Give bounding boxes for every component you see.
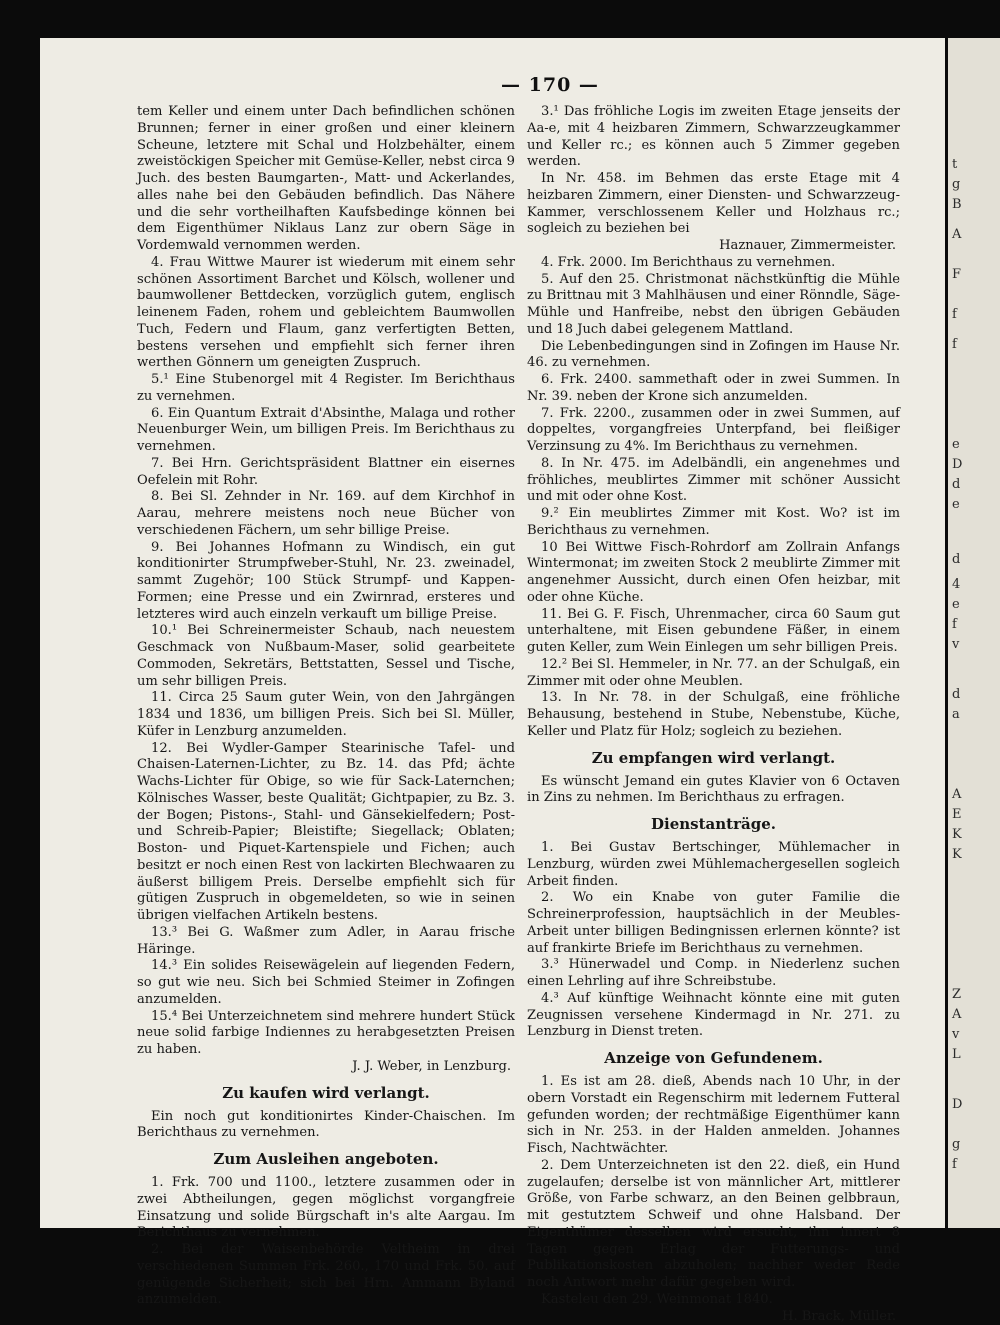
ad-paragraph: 2. Bei der Waisenbehörde Veltheim in drei verschiedenen Summen Frk. 260., 170 und Frk. 50. auf genügende Sicherheit; sich bei Hrn. Ammann Byland anzumelden.: [137, 1242, 515, 1309]
margin-fragment: Z: [952, 988, 961, 1002]
ad-paragraph: 9. Bei Johannes Hofmann zu Windisch, ein gut konditionirter Strumpfweber-Stuhl, Nr. 23. zweinadel, sammt Zugehör; 100 Stück Strumpf- und Kappen-Formen; eine Presse und ein Zwirnrad, ersteres und letzteres wird auch einzeln verkauft um billige Preise.: [137, 540, 515, 624]
margin-fragment: v: [952, 1028, 959, 1042]
signature: H. Brack, Müller.: [527, 1309, 900, 1325]
margin-fragment: d: [952, 478, 960, 492]
ad-paragraph: 5. Auf den 25. Christmonat nächstkünftig die Mühle zu Brittnau mit 3 Mahlhäusen und einer Rönndle, Säge-Mühle und Hanfreibe, nebst den übrigen Gebäuden und 18 Juch dabei gelegenem Mattland.: [527, 272, 900, 339]
right-column: [527, 104, 900, 1325]
margin-fragment: D: [952, 1098, 962, 1112]
margin-fragment: g: [952, 178, 960, 192]
ad-paragraph: 6. Ein Quantum Extrait d'Absinthe, Malaga und rother Neuenburger Wein, um billigen Preis. Im Berichthaus zu vernehmen.: [137, 406, 515, 456]
margin-fragment: A: [952, 228, 961, 242]
newspaper-page: [40, 38, 945, 1228]
ad-paragraph: 1. Bei Gustav Bertschinger, Mühlemacher in Lenzburg, würden zwei Mühlemachergesellen sogleich Arbeit finden.: [527, 840, 900, 890]
section-heading-kaufen: Zu kaufen wird verlangt.: [137, 1084, 515, 1103]
ad-paragraph: 11. Circa 25 Saum guter Wein, von den Jahrgängen 1834 und 1836, um billigen Preis. Sich bei Sl. Müller, Küfer in Lenzburg anzumelden.: [137, 690, 515, 740]
ad-paragraph: 2. Dem Unterzeichneten ist den 22. dieß, ein Hund zugelaufen; derselbe ist von männlicher Art, mittlerer Größe, von Farbe schwarz, an den Beinen gelbbraun, mit gestutztem Schweif und ohne Halsband. Der Eigenthümer desselben wird ersucht, ihn innert 8 Tagen gegen Erlag der Futterungs- und Publikationskosten abzuholen; nachher weder Rede noch Antwort mehr dafür gegeben wird.: [527, 1158, 900, 1292]
ad-paragraph: Es wünscht Jemand ein gutes Klavier von 6 Octaven in Zins zu nehmen. Im Berichthaus zu erfragen.: [527, 774, 900, 808]
margin-fragment: L: [952, 1048, 961, 1062]
ad-paragraph: 1. Es ist am 28. dieß, Abends nach 10 Uhr, in der obern Vorstadt ein Regenschirm mit ledernem Futteral gefunden worden; der rechtmäßige Eigenthümer kann sich in Nr. 253. in der Halden anmelden. Johannes Fisch, Nachtwächter.: [527, 1074, 900, 1158]
ad-paragraph: 10 Bei Wittwe Fisch-Rohrdorf am Zollrain Anfangs Wintermonat; im zweiten Stock 2 meublirte Zimmer mit angenehmer Aussicht, durch einen Ofen heizbar, mit oder ohne Küche.: [527, 540, 900, 607]
margin-fragment: K: [952, 848, 962, 862]
margin-fragment: e: [952, 438, 960, 452]
margin-fragment: a: [952, 708, 960, 722]
margin-fragment: e: [952, 498, 960, 512]
margin-fragment: A: [952, 788, 961, 802]
margin-fragment: E: [952, 808, 962, 822]
signature: J. J. Weber, in Lenzburg.: [137, 1059, 515, 1076]
ad-paragraph: 7. Frk. 2200., zusammen oder in zwei Summen, auf doppeltes, vorgangfreies Unterpfand, bei fleißiger Verzinsung zu 4%. Im Berichthaus zu vernehmen.: [527, 406, 900, 456]
ad-paragraph: 4. Frau Wittwe Maurer ist wiederum mit einem sehr schönen Assortiment Barchet und Kölsch, wollener und baumwollener Bettdecken, vorzüglich gutem, englisch leinenem Faden, rohem und gebleichtem Baumwollen Tuch, Federn und Flaum, ganz verfertigten Betten, bestens versehen und empfiehlt sich ferner ihren werthen Gönnern um geneigten Zuspruch.: [137, 255, 515, 372]
ad-paragraph: 8. Bei Sl. Zehnder in Nr. 169. auf dem Kirchhof in Aarau, mehrere meistens noch neue Bücher von verschiedenen Fächern, um sehr billige Preise.: [137, 489, 515, 539]
margin-fragment: t: [952, 158, 957, 172]
margin-fragment: d: [952, 553, 960, 567]
page-number: — 170 —: [480, 74, 620, 96]
margin-fragment: B: [952, 198, 962, 212]
ad-paragraph: 5.¹ Eine Stubenorgel mit 4 Register. Im Berichthaus zu vernehmen.: [137, 372, 515, 406]
ad-paragraph: 6. Frk. 2400. sammethaft oder in zwei Summen. In Nr. 39. neben der Krone sich anzumelden.: [527, 372, 900, 406]
left-column: [137, 104, 515, 1309]
margin-fragment: f: [952, 1158, 957, 1172]
section-heading-dienst: Dienstanträge.: [527, 815, 900, 834]
margin-fragment: D: [952, 458, 962, 472]
ad-paragraph: 13.³ Bei G. Waßmer zum Adler, in Aarau frische Häringe.: [137, 925, 515, 959]
ad-paragraph: 8. In Nr. 475. im Adelbändli, ein angenehmes und fröhliches, meublirtes Zimmer mit schöner Aussicht und mit oder ohne Kost.: [527, 456, 900, 506]
adjacent-page-strip: [948, 38, 1000, 1228]
margin-fragment: F: [952, 268, 961, 282]
section-heading-empfangen: Zu empfangen wird verlangt.: [527, 749, 900, 768]
dateline: Kasteleu den 29. Weinmonat 1840.: [527, 1292, 900, 1309]
margin-fragment: g: [952, 1138, 960, 1152]
ad-paragraph: 9.² Ein meublirtes Zimmer mit Kost. Wo? ist im Berichthaus zu vernehmen.: [527, 506, 900, 540]
ad-paragraph: 3.³ Hünerwadel und Comp. in Niederlenz suchen einen Lehrling auf ihre Schreibstube.: [527, 957, 900, 991]
margin-fragment: f: [952, 618, 957, 632]
ad-paragraph: 1. Frk. 700 und 1100., letztere zusammen oder in zwei Abtheilungen, gegen möglichst vorgangfreie Einsatzung und solide Bürgschaft in's alte Aargau. Im Berichthaus zu vernehmen.: [137, 1175, 515, 1242]
ad-paragraph: Ein noch gut konditionirtes Kinder-Chaischen. Im Berichthaus zu vernehmen.: [137, 1109, 515, 1143]
ad-paragraph: Die Lebenbedingungen sind in Zofingen im Hause Nr. 46. zu vernehmen.: [527, 339, 900, 373]
ad-paragraph: 7. Bei Hrn. Gerichtspräsident Blattner ein eisernes Oefelein mit Rohr.: [137, 456, 515, 490]
ad-paragraph: 15.⁴ Bei Unterzeichnetem sind mehrere hundert Stück neue solid farbige Indiennes zu herabgesetzten Preisen zu haben.: [137, 1009, 515, 1059]
ad-paragraph: 4. Frk. 2000. Im Berichthaus zu vernehmen.: [527, 255, 900, 272]
margin-fragment: K: [952, 828, 962, 842]
ad-paragraph: 10.¹ Bei Schreinermeister Schaub, nach neuestem Geschmack von Nußbaum-Maser, solid gearbeitete Commoden, Sekretärs, Bettstatten, Sessel und Tische, um sehr billigen Preis.: [137, 623, 515, 690]
section-heading-ausleihen: Zum Ausleihen angeboten.: [137, 1150, 515, 1169]
margin-fragment: 4: [952, 578, 960, 592]
ad-paragraph: 2. Wo ein Knabe von guter Familie die Schreinerprofession, hauptsächlich in der Meubles-Arbeit unter billigen Bedingnissen erlernen könnte? ist auf frankirte Briefe im Berichthaus zu vernehmen.: [527, 890, 900, 957]
margin-fragment: f: [952, 338, 957, 352]
signature: Haznauer, Zimmermeister.: [527, 238, 900, 255]
ad-paragraph: 4.³ Auf künftige Weihnacht könnte eine mit guten Zeugnissen versehene Kindermagd in Nr. 271. zu Lenzburg in Dienst treten.: [527, 991, 900, 1041]
margin-fragment: e: [952, 598, 960, 612]
ad-paragraph: 14.³ Ein solides Reisewägelein auf liegenden Federn, so gut wie neu. Sich bei Schmied Steimer in Zofingen anzumelden.: [137, 958, 515, 1008]
ad-paragraph: 11. Bei G. F. Fisch, Uhrenmacher, circa 60 Saum gut unterhaltene, mit Eisen gebundene Fäßer, in einem guten Keller, zum Wein Einlegen um sehr billigen Preis.: [527, 607, 900, 657]
ad-paragraph: In Nr. 458. im Behmen das erste Etage mit 4 heizbaren Zimmern, einer Diensten- und Schwarzzeug-Kammer, verschlossenem Keller und Holzhaus rc.; sogleich zu beziehen bei: [527, 171, 900, 238]
ad-paragraph: 3.¹ Das fröhliche Logis im zweiten Etage jenseits der Aa-e, mit 4 heizbaren Zimmern, Schwarzzeugkammer und Keller rc.; es können auch 5 Zimmer gegeben werden.: [527, 104, 900, 171]
margin-fragment: d: [952, 688, 960, 702]
margin-fragment: f: [952, 308, 957, 322]
section-heading-gefunden: Anzeige von Gefundenem.: [527, 1049, 900, 1068]
ad-paragraph: 13. In Nr. 78. in der Schulgaß, eine fröhliche Behausung, bestehend in Stube, Nebenstube, Küche, Keller und Platz für Holz; sogleich zu beziehen.: [527, 690, 900, 740]
margin-fragment: v: [952, 638, 959, 652]
ad-paragraph: 12.² Bei Sl. Hemmeler, in Nr. 77. an der Schulgaß, ein Zimmer mit oder ohne Meublen.: [527, 657, 900, 691]
ad-paragraph: 12. Bei Wydler-Gamper Stearinische Tafel- und Chaisen-Laternen-Lichter, zu Bz. 14. das Pfd; ächte Wachs-Lichter für Obige, so wie für Sack-Laternchen; Kölnisches Wasser, beste Qualität; Gichtpapier, zu Bz. 3. der Bogen; Pistons-, Stahl- und Gänsekielfedern; Post- und Schreib-Papier; Bleistifte; Siegellack; Oblaten; Boston- und Piquet-Kartenspiele und Fichen; auch besitzt er noch einen Rest von lackirten Blechwaaren zu äußerst billigem Preis. Derselbe empfiehlt sich für gütigen Zuspruch in obgemeldeten, so wie in seinen übrigen vielfachen Artikeln bestens.: [137, 741, 515, 925]
margin-fragment: A: [952, 1008, 961, 1022]
ad-paragraph: tem Keller und einem unter Dach befindlichen schönen Brunnen; ferner in einer großen und einer kleinern Scheune, letztere mit Schal und Holzbehälter, einem zweistöckigen Speicher mit Gemüse-Keller, nebst circa 9 Juch. des besten Baumgarten-, Matt- und Ackerlandes, alles nahe bei den Gebäuden befindlich. Das Nähere und die sehr vortheilhaften Kaufsbedinge können bei dem Eigenthümer Niklaus Lanz zur obern Säge in Vordemwald vernommen werden.: [137, 104, 515, 255]
